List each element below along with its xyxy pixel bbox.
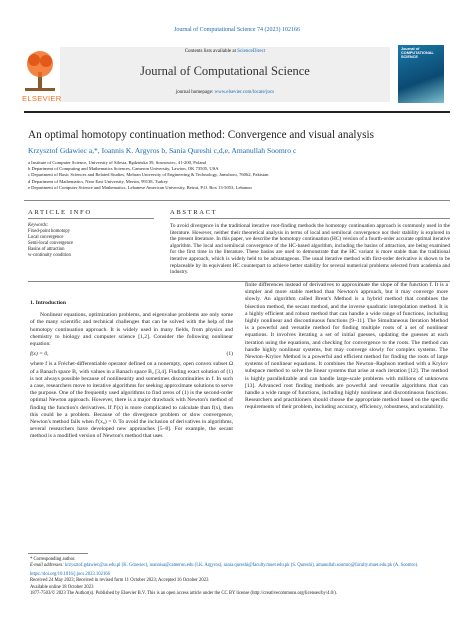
equation-number: (1): [226, 351, 233, 358]
article-info-rule: [28, 218, 154, 219]
contents-prefix: Contents lists available at: [184, 49, 238, 54]
running-head: Journal of Computational Science 74 (2023) 102166: [174, 27, 300, 33]
doi-link[interactable]: https://doi.org/10.1016/j.jocs.2023.102166: [30, 571, 110, 577]
journal-cover-text: Journal of COMPUTATIONAL SCIENCE: [401, 47, 434, 59]
journal-homepage: [60, 90, 390, 95]
paper-title: An optimal homotopy continuation method: Convergence and visual analysis: [28, 129, 374, 141]
homepage-label: journal homepage:: [175, 90, 215, 95]
article-info-heading: ARTICLE INFO: [28, 209, 92, 216]
affiliation: a Institute of Computer Science, University of Silesia, Będzińska 39, Sosnowiec, 41-200, Poland: [28, 160, 206, 165]
email-label: E-mail addresses:: [30, 563, 65, 569]
received-dates: Received 24 May 2023; Received in revised form 11 October 2023; Accepted 16 October 2023: [30, 578, 209, 584]
affiliation: b Department of Computing and Mathematics Sciences, Cameron University, Lawton, OK 73505, USA: [28, 166, 219, 172]
intro-paragraph-1: Nonlinear equations, optimization problems, and eigenvalue problems are only some of the many scientific and technical challenges that can be solved with the help of the homotopy continuation approach. It is widely used in many fields, from physics and chemistry to biology and computer science [1,2]. Consider the following nonlinear equation:: [30, 312, 233, 348]
affiliation: e Department of Computer Science and Mathematics, Lebanese American University, Beirut, P.O. Box 13-5053, Lebanon: [28, 184, 252, 190]
available-online: Available online 18 October 2023: [30, 584, 94, 590]
footnote-rule: [28, 553, 88, 554]
affiliation: c Department of Basic Sciences and Related Studies, Mehran University of Engineering & Technology, Jamshoro, 76062, Pakistan: [28, 172, 269, 178]
corresponding-author-note: * Corresponding author.: [30, 557, 76, 562]
introduction-heading: 1. Introduction: [30, 300, 66, 306]
keyword: Basins of attraction: [28, 247, 65, 252]
affiliation: d Department of Mathematics, Near East University, Mersin, 99138, Turkey: [28, 178, 168, 184]
keyword: Semi-local convergence: [28, 241, 74, 246]
sciencedirect-link[interactable]: ScienceDirect: [237, 49, 266, 54]
keywords-block: [28, 223, 154, 259]
contents-line: [60, 49, 390, 54]
abstract-text: To avoid divergence in the traditional iterative root-finding methods the homotopy continuation approach is commonly used in the literature. However, neither their theoretical analysis in terms of local and semilocal convergence nor their stability is explored in the present literature. In this paper, we describe the homotopy continuation (HC) version of a fourth-order accurate optimal iterative algorithm. The local and semilocal convergence of the HC-based algorithm, including the basins of attraction, are being examined for the first time in the literature. These basins are used to demonstrate that the HC variant is more stable than the traditional iterative approach, which is widely held to be advantageous. The usual iterative method with first-order derivative is shown to be replaceable by its equivalent HC counterpart to achieve better stability for several numerical problems selected from academia and industry.: [170, 223, 450, 276]
keyword: Local convergence: [28, 235, 64, 240]
keyword: Fixed-point homotopy: [28, 229, 71, 234]
footnotes: [30, 557, 450, 597]
abstract-rule: [170, 218, 450, 219]
keyword: w-continuity condition: [28, 253, 71, 258]
intro-paragraph-2: where f is a Fréchet-differentiable operator defined on a nonempty, open convex subset Ω of a Banach space B₁ with values in a Banach space B₂ [3,4]. Finding exact solution of (1) is not always possible because of nonlinearity and sometimes discontinuities in f. In such a case, researchers move to iterative algorithms for seeking approximate solutions to serve the purpose. One of the frequently used algorithms to find zeros of (1) is the second-order optimal Newton approach. However, there is a major drawback with Newton's method of finding the function's derivatives. If f′(x) is more complicated to calculate than f(x), then this could be a problem. Because of the divergence problem or slow convergence, Newton's method fails when f′(x₀) = 0. To avoid the inclusion of derivatives in algorithms, several researchers have developed new approaches [5–8]. For example, the secant method is a modified version of Newton's method that uses: [30, 361, 233, 440]
equation-1: [30, 351, 233, 358]
affiliations: [28, 160, 458, 191]
email-list[interactable]: krzysztof.gdawiec@us.edu.pl (K. Gdawiec), ioannisa@cameron.edu (I.K. Argyros), sania.qureshi@faculty.muet.edu.pk (S. Qureshi), amanullah.soomro@faculty.muet.edu.pk (A. Soomro).: [64, 563, 419, 569]
journal-title: Journal of Computational Science: [140, 64, 310, 78]
publisher-name: ELSEVIER: [22, 94, 62, 103]
abstract-heading: ABSTRACT: [170, 209, 218, 216]
license-line: 1877-7503/© 2023 The Author(s). Published by Elsevier B.V. This is an open access article under the CC BY license (http://creativecommons.org/licenses/by/4.0/).: [30, 591, 338, 597]
email-addresses: [30, 563, 450, 569]
keywords-label: Keywords:: [28, 223, 49, 228]
header-divider: [24, 111, 450, 113]
left-column: [30, 300, 233, 441]
right-column: finite differences instead of derivatives to approximate the slope of the function f. It is a simpler and more stable method than Newton's approach, but it may converge more slowly. An algorithm called Brent's Method is a hybrid method that combines the bisection method, the secant method, and the inverse quadratic interpolation method. It is a highly efficient and robust method that can handle a wide range of functions, including highly nonlinear and discontinuous functions [9–11]. The Simultaneous Iteration Method is a powerful and versatile method for finding multiple roots of a set of nonlinear equations. It involves iterating a set of initial guesses, updating the guesses at each iteration using the equations, and checking for convergence to the roots. The method can handle highly nonlinear systems, but may converge slowly for complex systems. The Newton–Krylov Method is a powerful and efficient method for finding the roots of large systems of nonlinear equations. It combines the Newton–Raphson method with a Krylov subspace method to solve the linear systems that arise at each iteration [12]. The method is highly parallelizable and can handle large-scale problems with millions of unknowns [13]. Advanced root finding methods are powerful and versatile algorithms that can handle a wide range of functions, including highly nonlinear and discontinuous functions. Researchers and practitioners should choose the appropriate method based on the specific requirements of their problem, including accuracy, efficiency, robustness, and scalability.: [245, 282, 448, 411]
homepage-link[interactable]: www.elsevier.com/locate/jocs: [214, 90, 275, 95]
equation-body: f(x) = 0,: [30, 351, 49, 358]
author-list[interactable]: Krzysztof Gdawiec a,*, Ioannis K. Argyros b, Sania Qureshi c,d,e, Amanullah Soomro c: [28, 146, 297, 155]
section-divider: [24, 200, 450, 201]
